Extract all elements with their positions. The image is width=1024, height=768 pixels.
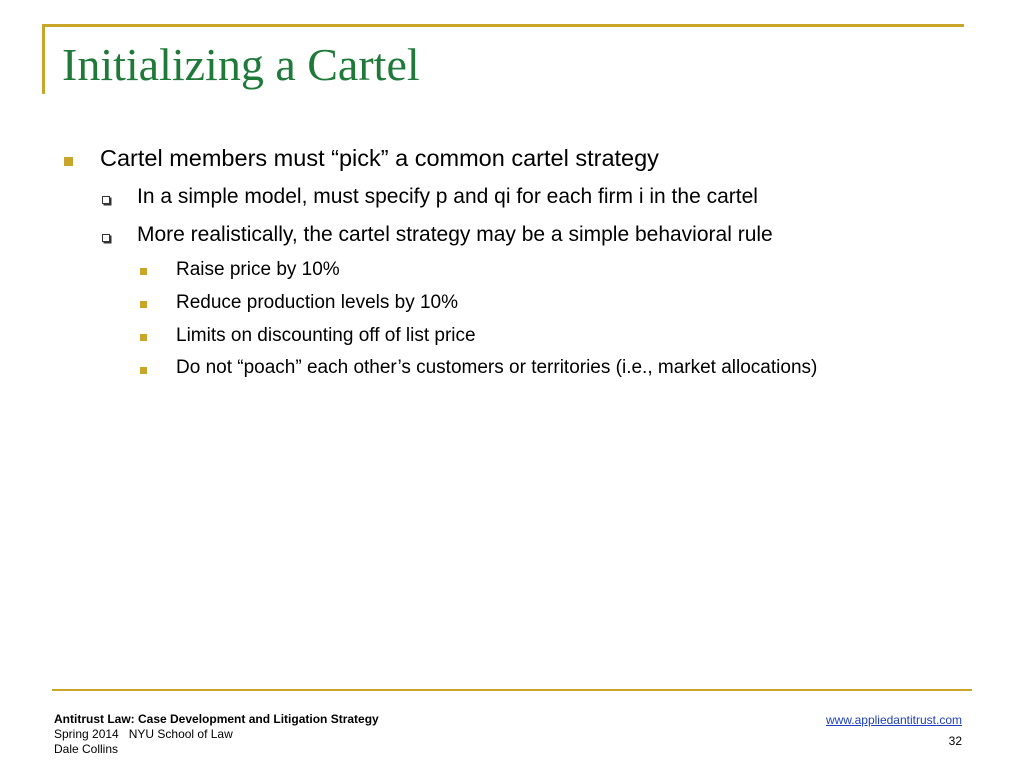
footer-course-title: Antitrust Law: Case Development and Litigation Strategy bbox=[54, 712, 379, 726]
bullet-hollow-square-icon bbox=[102, 234, 110, 242]
frame-left-line bbox=[42, 24, 45, 94]
bullet-item: Reduce production levels by 10% bbox=[176, 292, 459, 313]
bullet-square-icon bbox=[140, 268, 147, 275]
frame-top-line bbox=[42, 24, 964, 27]
footer-info bbox=[54, 712, 379, 757]
bullet-hollow-square-icon bbox=[102, 196, 110, 204]
bullet-square-icon bbox=[140, 367, 147, 374]
footer-author: Dale Collins bbox=[54, 742, 119, 756]
bullet-square-icon bbox=[64, 157, 73, 166]
footer-divider bbox=[52, 689, 972, 691]
footer-term-school: Spring 2014 NYU School of Law bbox=[54, 727, 233, 741]
footer-website-link[interactable]: www.appliedantitrust.com bbox=[825, 713, 962, 727]
bullet-item: Do not “poach” each other’s customers or territories (i.e., market allocations) bbox=[176, 357, 818, 378]
bullet-item: Raise price by 10% bbox=[176, 259, 340, 280]
bullet-square-icon bbox=[140, 301, 147, 308]
slide-title: Initializing a Cartel bbox=[62, 39, 420, 90]
bullet-item: Cartel members must “pick” a common cartel strategy bbox=[100, 145, 659, 171]
bullet-item: Limits on discounting off of list price bbox=[176, 325, 476, 346]
page-number: 32 bbox=[948, 734, 962, 748]
bullet-item: More realistically, the cartel strategy may be a simple behavioral rule bbox=[137, 223, 773, 246]
bullet-item: In a simple model, must specify p and qi for each firm i in the cartel bbox=[137, 185, 758, 208]
bullet-square-icon bbox=[140, 334, 147, 341]
